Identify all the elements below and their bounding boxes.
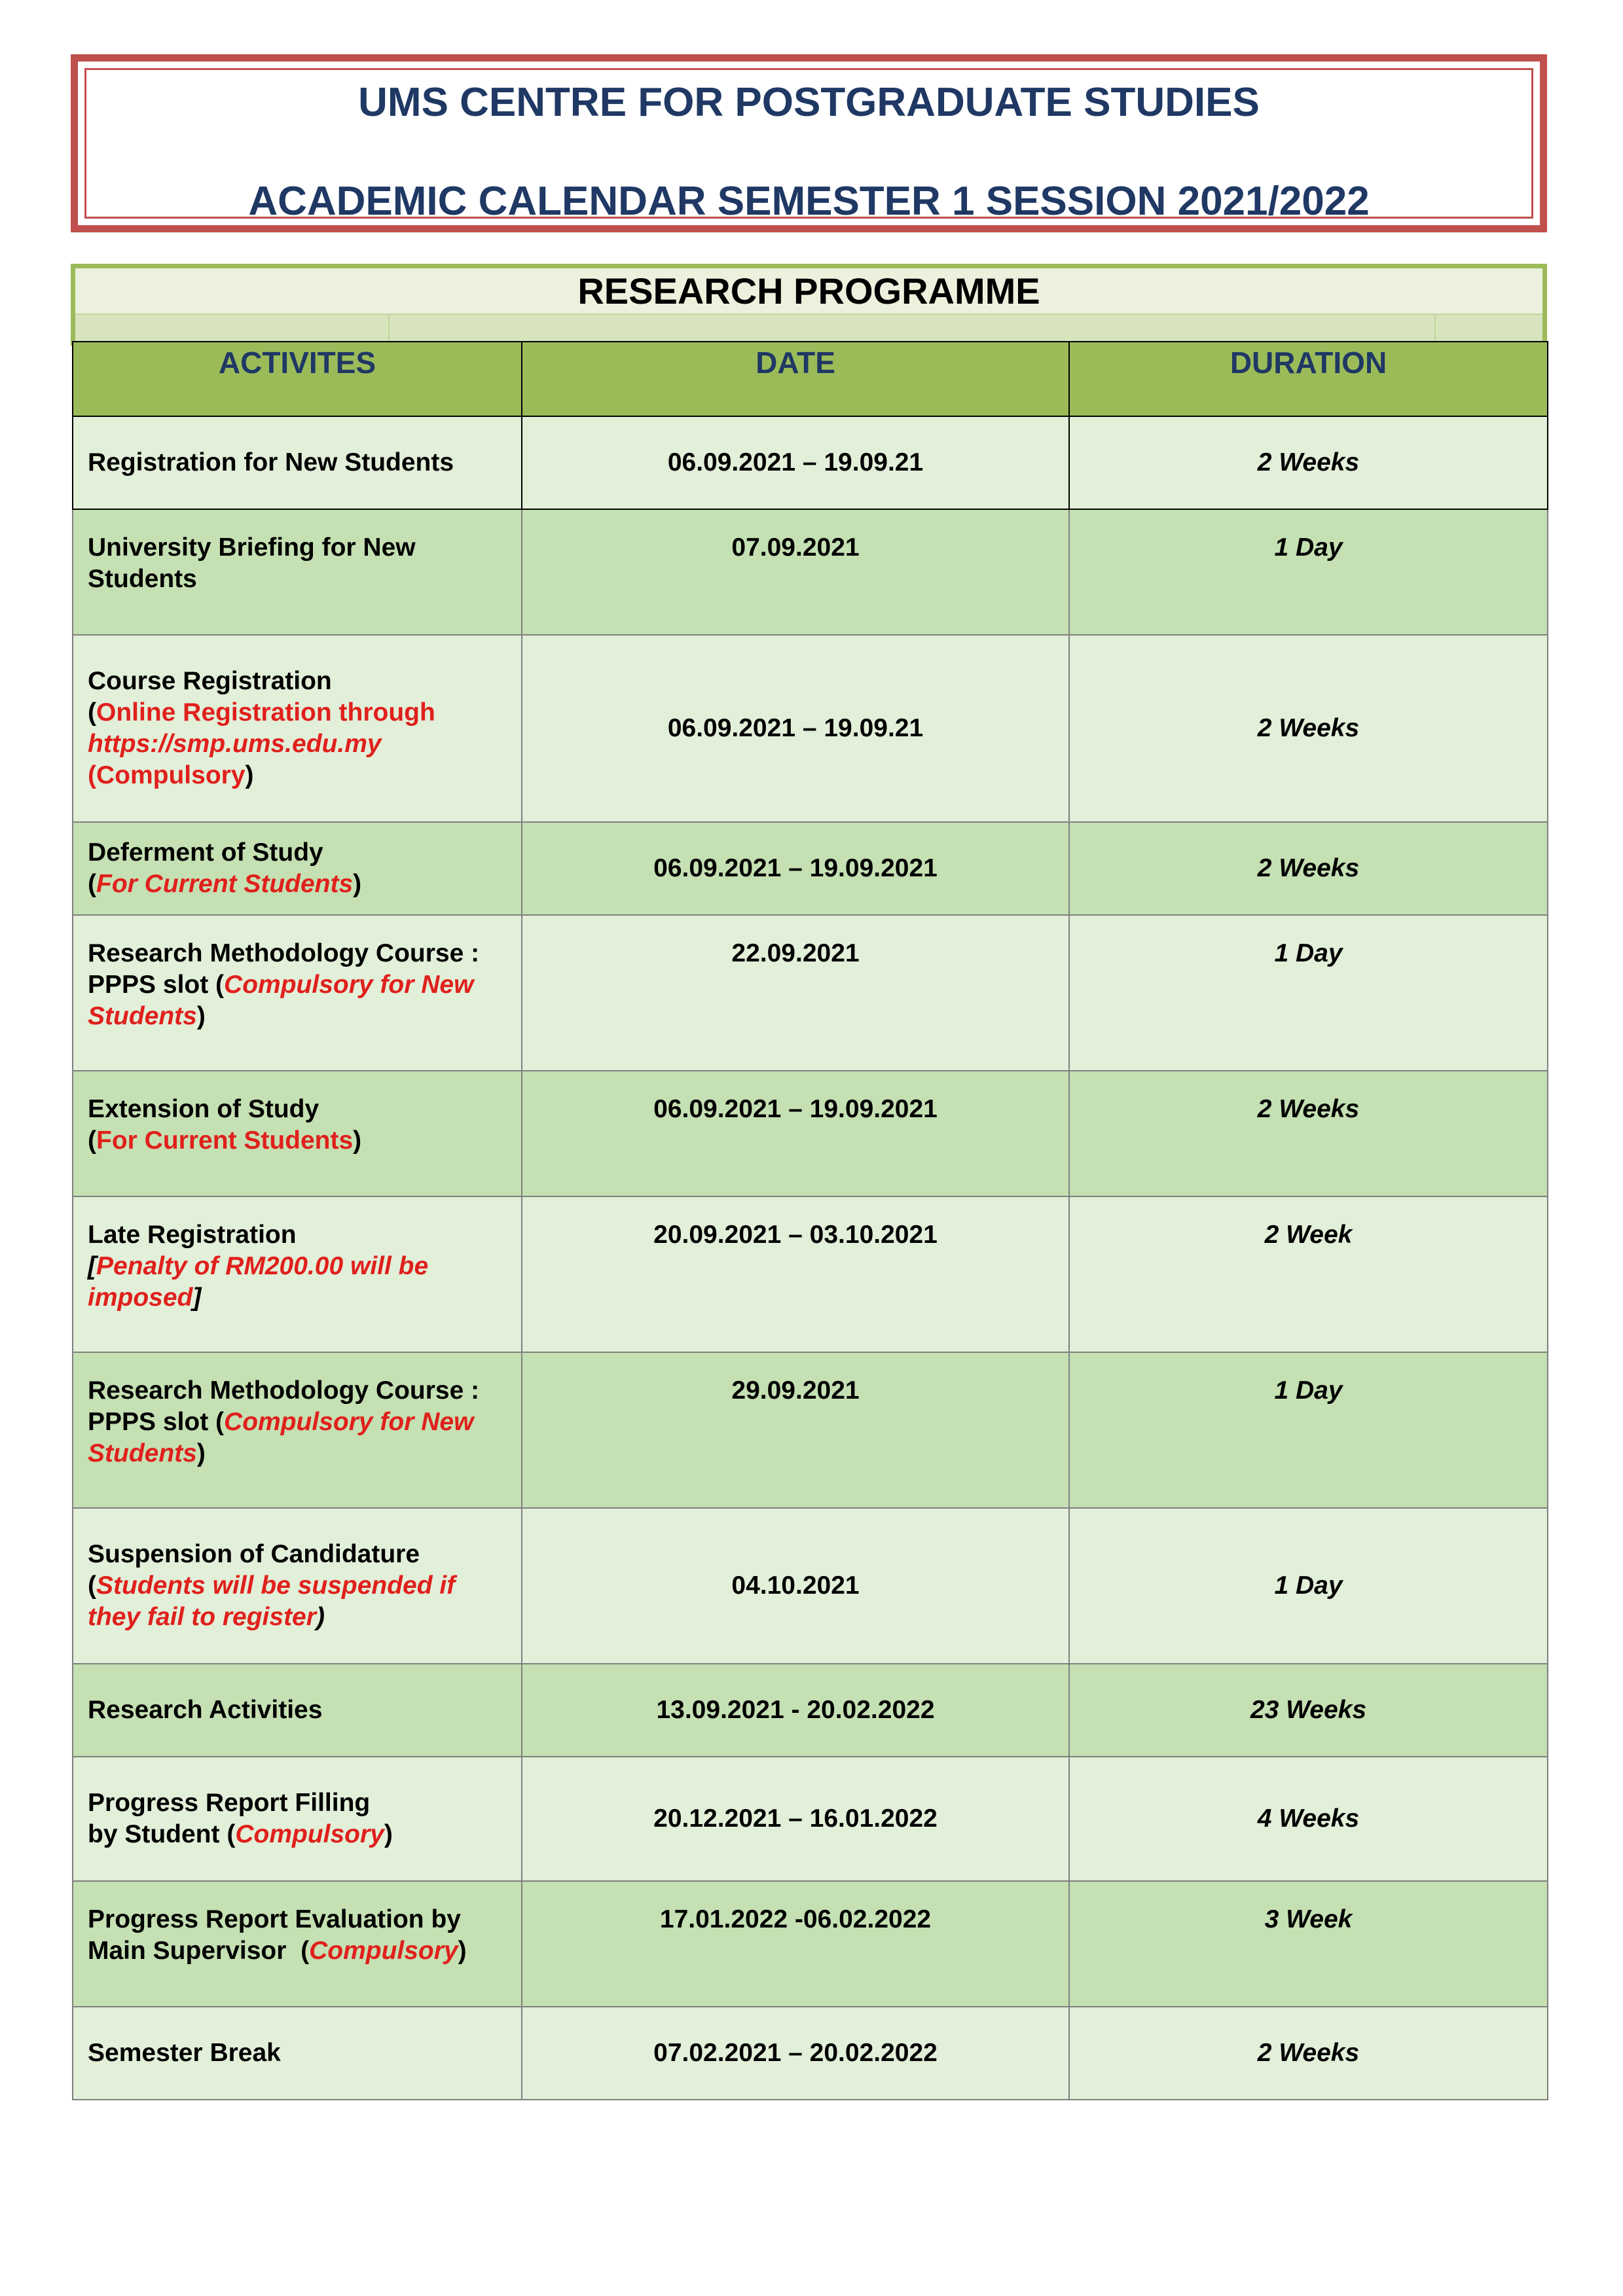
activity-text: ) (196, 1002, 206, 1030)
table-row (73, 2007, 1548, 2100)
banner-divider (388, 315, 390, 341)
page-title: UMS CENTRE FOR POSTGRADUATE STUDIES (358, 80, 1260, 125)
activity-cell (73, 635, 522, 822)
activity-cell (73, 1881, 522, 2007)
activity-text: ( (88, 698, 96, 726)
table-row (73, 509, 1548, 635)
activity-note: Compulsory (96, 761, 246, 789)
table-row (73, 1352, 1548, 1508)
duration-cell: 2 Weeks (1069, 635, 1548, 822)
activity-text: Extension of Study (88, 1095, 319, 1123)
title-box-inner-border (84, 68, 1533, 224)
duration-cell: 3 Week (1069, 1881, 1548, 2007)
section-title: RESEARCH PROGRAMME (577, 270, 1040, 312)
duration-cell: 2 Weeks (1069, 2007, 1548, 2100)
table-row (73, 1508, 1548, 1664)
activity-text: ) (245, 761, 254, 789)
activity-text: ) (384, 1820, 393, 1848)
activity-text: University Briefing for New Students (88, 533, 416, 593)
section-banner (71, 264, 1547, 346)
title-box (71, 54, 1547, 232)
activity-cell (73, 1071, 522, 1196)
activity-cell (73, 509, 522, 635)
activity-note: Compulsory (235, 1820, 384, 1848)
date-cell: 06.09.2021 – 19.09.21 (522, 635, 1069, 822)
activity-note: ( (88, 761, 96, 789)
activity-text: ( (88, 1126, 96, 1155)
activity-text: ) (353, 870, 362, 898)
activity-cell (73, 822, 522, 915)
date-cell: 07.09.2021 (522, 509, 1069, 635)
activity-cell (73, 1196, 522, 1352)
duration-cell: 1 Day (1069, 509, 1548, 635)
table-row (73, 1757, 1548, 1881)
duration-cell: 4 Weeks (1069, 1757, 1548, 1881)
activity-cell (73, 416, 522, 509)
date-cell: 07.02.2021 – 20.02.2022 (522, 2007, 1069, 2100)
table-header-row (73, 342, 1548, 416)
activity-text: by Student ( (88, 1820, 236, 1848)
activity-note: Compulsory for New Students (88, 971, 474, 1030)
date-cell: 04.10.2021 (522, 1508, 1069, 1664)
section-banner-strip (75, 314, 1542, 341)
activity-text: ) (458, 1937, 467, 1965)
activity-note: Online Registration through (96, 698, 435, 726)
activity-text: ] (192, 1283, 202, 1312)
activity-note: For Current Students (96, 1126, 354, 1155)
date-cell: 06.09.2021 – 19.09.21 (522, 416, 1069, 509)
activity-note: Penalty of RM200.00 will be imposed (88, 1252, 429, 1312)
activity-text: ( (88, 1571, 96, 1600)
activity-text: Research Methodology Course : PPPS slot ( (88, 939, 480, 999)
duration-cell: 2 Week (1069, 1196, 1548, 1352)
activity-text: Course Registration (88, 667, 332, 695)
activity-text: ) (196, 1439, 206, 1467)
date-cell: 22.09.2021 (522, 915, 1069, 1071)
activity-text: ) (316, 1603, 325, 1631)
duration-cell: 2 Weeks (1069, 416, 1548, 509)
date-cell: 17.01.2022 -06.02.2022 (522, 1881, 1069, 2007)
date-cell: 20.12.2021 – 16.01.2022 (522, 1757, 1069, 1881)
activity-cell (73, 1757, 522, 1881)
activity-text: Research Methodology Course : PPPS slot ( (88, 1376, 480, 1436)
course-registration-url: https://smp.ums.edu.my (88, 730, 382, 758)
activity-note: Compulsory for New Students (88, 1408, 474, 1467)
activity-cell (73, 915, 522, 1071)
activity-text: Progress Report Evaluation by Main Supervisor ( (88, 1905, 468, 1965)
page-subtitle: ACADEMIC CALENDAR SEMESTER 1 SESSION 2021/2022 (248, 179, 1370, 224)
table-row (73, 1071, 1548, 1196)
activity-text: Registration for New Students (88, 448, 454, 476)
duration-cell: 2 Weeks (1069, 1071, 1548, 1196)
banner-divider (1434, 315, 1436, 341)
table-row (73, 915, 1548, 1071)
duration-cell: 2 Weeks (1069, 822, 1548, 915)
activity-cell (73, 1664, 522, 1757)
header-date: DATE (522, 342, 1069, 416)
date-cell: 20.09.2021 – 03.10.2021 (522, 1196, 1069, 1352)
calendar-table (72, 341, 1548, 2100)
activity-cell (73, 1352, 522, 1508)
activity-cell (73, 2007, 522, 2100)
activity-text: Semester Break (88, 2039, 281, 2067)
activity-text: Research Activities (88, 1696, 323, 1724)
activity-cell (73, 1508, 522, 1664)
date-cell: 13.09.2021 - 20.02.2022 (522, 1664, 1069, 1757)
duration-cell: 1 Day (1069, 915, 1548, 1071)
activity-text: Deferment of Study (88, 838, 323, 867)
table-row (73, 416, 1548, 509)
duration-cell: 23 Weeks (1069, 1664, 1548, 1757)
date-cell: 29.09.2021 (522, 1352, 1069, 1508)
date-cell: 06.09.2021 – 19.09.2021 (522, 1071, 1069, 1196)
duration-cell: 1 Day (1069, 1508, 1548, 1664)
duration-cell: 1 Day (1069, 1352, 1548, 1508)
table-row (73, 822, 1548, 915)
date-cell: 06.09.2021 – 19.09.2021 (522, 822, 1069, 915)
activity-text: [ (88, 1252, 96, 1280)
activity-text: ( (88, 870, 96, 898)
activity-note: For Current Students (96, 870, 354, 898)
header-activities: ACTIVITES (73, 342, 522, 416)
table-row (73, 635, 1548, 822)
table-row (73, 1664, 1548, 1757)
activity-text: Suspension of Candidature (88, 1540, 420, 1568)
header-duration: DURATION (1069, 342, 1548, 416)
table-row (73, 1196, 1548, 1352)
activity-text: Progress Report Filling (88, 1789, 371, 1817)
activity-text: ) (353, 1126, 362, 1155)
activity-note: Compulsory (309, 1937, 458, 1965)
table-row (73, 1881, 1548, 2007)
activity-text: Late Registration (88, 1221, 297, 1249)
activity-note: Students will be suspended if they fail to register (88, 1571, 456, 1631)
